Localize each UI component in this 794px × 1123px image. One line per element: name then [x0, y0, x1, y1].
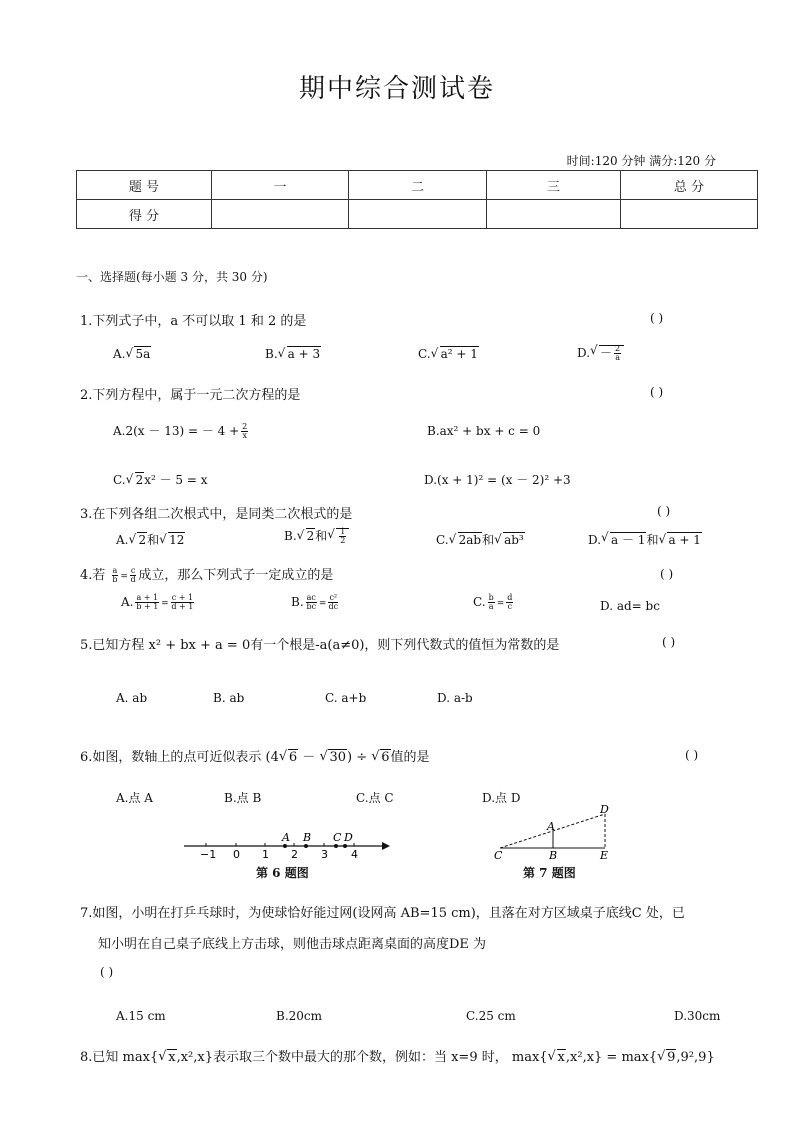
point-label: B: [303, 831, 312, 844]
q3-option-a: A.√ 2和√ 12: [116, 531, 185, 548]
q1-option-d: D.√ － $\frac{2}{a}$: [577, 344, 624, 362]
tick-label: −1: [200, 848, 217, 861]
q7-option-b: B.20cm: [276, 1009, 323, 1023]
question-2-stem: 2.下列方程中，属于一元二次方程的是: [80, 388, 301, 403]
point-b: [304, 844, 308, 848]
score-cell[interactable]: [212, 200, 349, 229]
q4-option-a: A. $\frac{a + 1}{b + 1}$ = $\frac{c + 1}{d + 1}$: [121, 593, 194, 611]
question-4-stem: 4.若 $\frac{a}{b}$ = $\frac{c}{d}$ 成立，那么下列式子一定成立的是: [80, 566, 334, 584]
exam-info: 时间:120 分钟 满分:120 分: [566, 154, 716, 168]
score-table-score-row: [77, 200, 758, 229]
score-header-cell: 题 号: [77, 171, 212, 200]
figure-7-caption: 第 7 题图: [523, 866, 576, 880]
point-label: D: [344, 831, 353, 844]
q7-option-c: C.25 cm: [466, 1009, 516, 1023]
q2-option-a: A.2(x － 13) = － 4 + $\frac{2}{x}$: [113, 422, 248, 440]
score-cell[interactable]: [487, 200, 621, 229]
point-label: A: [282, 831, 290, 844]
q1-option-a: A.√ 5a: [113, 347, 151, 361]
q6-option-d: D.点 D: [482, 791, 521, 805]
q7-option-a: A.15 cm: [116, 1009, 166, 1023]
figure-6-caption: 第 6 题图: [256, 866, 309, 880]
q2-option-c: C.√ 2x² － 5 = x: [113, 471, 208, 488]
answer-paren: ( ): [650, 311, 664, 325]
tick-label: 3: [321, 848, 328, 861]
q5-option-b: B. ab: [213, 691, 245, 705]
score-header-cell: 二: [349, 171, 487, 200]
question-8-stem: 8.已知 max{√ x,x²,x}表示取三个数中最大的那个数，例如：当 x=9 时， max{√ x,x²,x} = max{√ 9,9²,9}: [80, 1046, 715, 1065]
page-title: 期中综合测试卷: [298, 74, 495, 104]
score-row-label: 得 分: [77, 200, 212, 229]
score-header-cell: 总 分: [621, 171, 758, 200]
q3-option-d: D.√ a － 1和√ a + 1: [588, 531, 702, 548]
score-table-header-row: [77, 171, 758, 200]
section-heading: 一、选择题(每小题 3 分，共 30 分): [76, 270, 268, 284]
q2-option-d: D.(x + 1)² = (x － 2)² +3: [424, 473, 571, 487]
question-5-stem: 5.已知方程 x² + bx + a = 0有一个根是-a(a≠0)，则下列代数式的值恒为常数的是: [80, 638, 560, 653]
q4-option-c: C. $\frac{b}{a}$ = $\frac{d}{c}$: [473, 593, 513, 611]
vertex-label: E: [600, 849, 609, 862]
q5-option-a: A. ab: [116, 691, 148, 705]
score-header-cell: 三: [487, 171, 621, 200]
tick-label: 2: [291, 848, 298, 861]
answer-paren: ( ): [662, 635, 676, 649]
q6-option-b: B.点 B: [224, 791, 262, 805]
answer-paren: ( ): [650, 385, 664, 399]
q5-option-d: D. a-b: [437, 691, 473, 705]
q6-option-c: C.点 C: [356, 791, 394, 805]
question-6-stem: 6.如图，数轴上的点可近似表示 (4√ 6 － √ 30) ÷ √ 6值的是: [80, 746, 430, 765]
score-header-cell: 一: [212, 171, 349, 200]
vertex-label: B: [549, 849, 558, 862]
vertex-label: C: [494, 849, 503, 862]
q7-option-d: D.30cm: [674, 1009, 721, 1023]
question-3-stem: 3.在下列各组二次根式中，是同类二次根式的是: [80, 507, 353, 522]
answer-paren: ( ): [685, 748, 699, 762]
question-7-line1: 7.如图，小明在打乒乓球时，为使球恰好能过网(设网高 AB=15 cm)，且落在对方区域桌子底线C 处，已: [80, 906, 685, 921]
tick-label: 1: [262, 848, 269, 861]
point-d: [343, 844, 347, 848]
point-a: [283, 844, 287, 848]
q4-option-b: B. $\frac{ac}{bc}$ = $\frac{\text{c²}}{dc}$: [291, 593, 339, 611]
q2-option-b: B.ax² + bx + c = 0: [427, 424, 541, 438]
point-c: [334, 844, 338, 848]
answer-paren: ( ): [660, 567, 674, 581]
answer-paren: ( ): [100, 965, 114, 979]
q1-option-b: B.√ a + 3: [265, 347, 321, 361]
q1-option-c: C.√ a² + 1: [418, 347, 479, 361]
q3-option-c: C.√ 2ab和√ ab³: [436, 531, 525, 548]
tick-label: 0: [233, 848, 240, 861]
point-label: C: [333, 831, 342, 844]
q3-option-b: B.√ 2和 √ $\frac{1}{2}$: [284, 527, 349, 545]
q4-option-d: D. ad= bc: [600, 599, 660, 613]
q6-option-a: A.点 A: [116, 791, 153, 805]
vertex-label: D: [600, 804, 609, 816]
figure-7-diagram: [490, 804, 620, 862]
tick-label: 4: [351, 848, 358, 861]
q5-option-c: C. a+b: [325, 691, 367, 705]
question-1-stem: 1.下列式子中，a 不可以取 1 和 2 的是: [80, 314, 307, 329]
score-cell[interactable]: [349, 200, 487, 229]
vertex-label: A: [547, 820, 555, 833]
score-cell[interactable]: [621, 200, 758, 229]
question-7-line2: 知小明在自己桌子底线上方击球，则他击球点距离桌面的高度DE 为: [98, 937, 487, 952]
score-table: [76, 170, 758, 229]
answer-paren: ( ): [657, 504, 671, 518]
